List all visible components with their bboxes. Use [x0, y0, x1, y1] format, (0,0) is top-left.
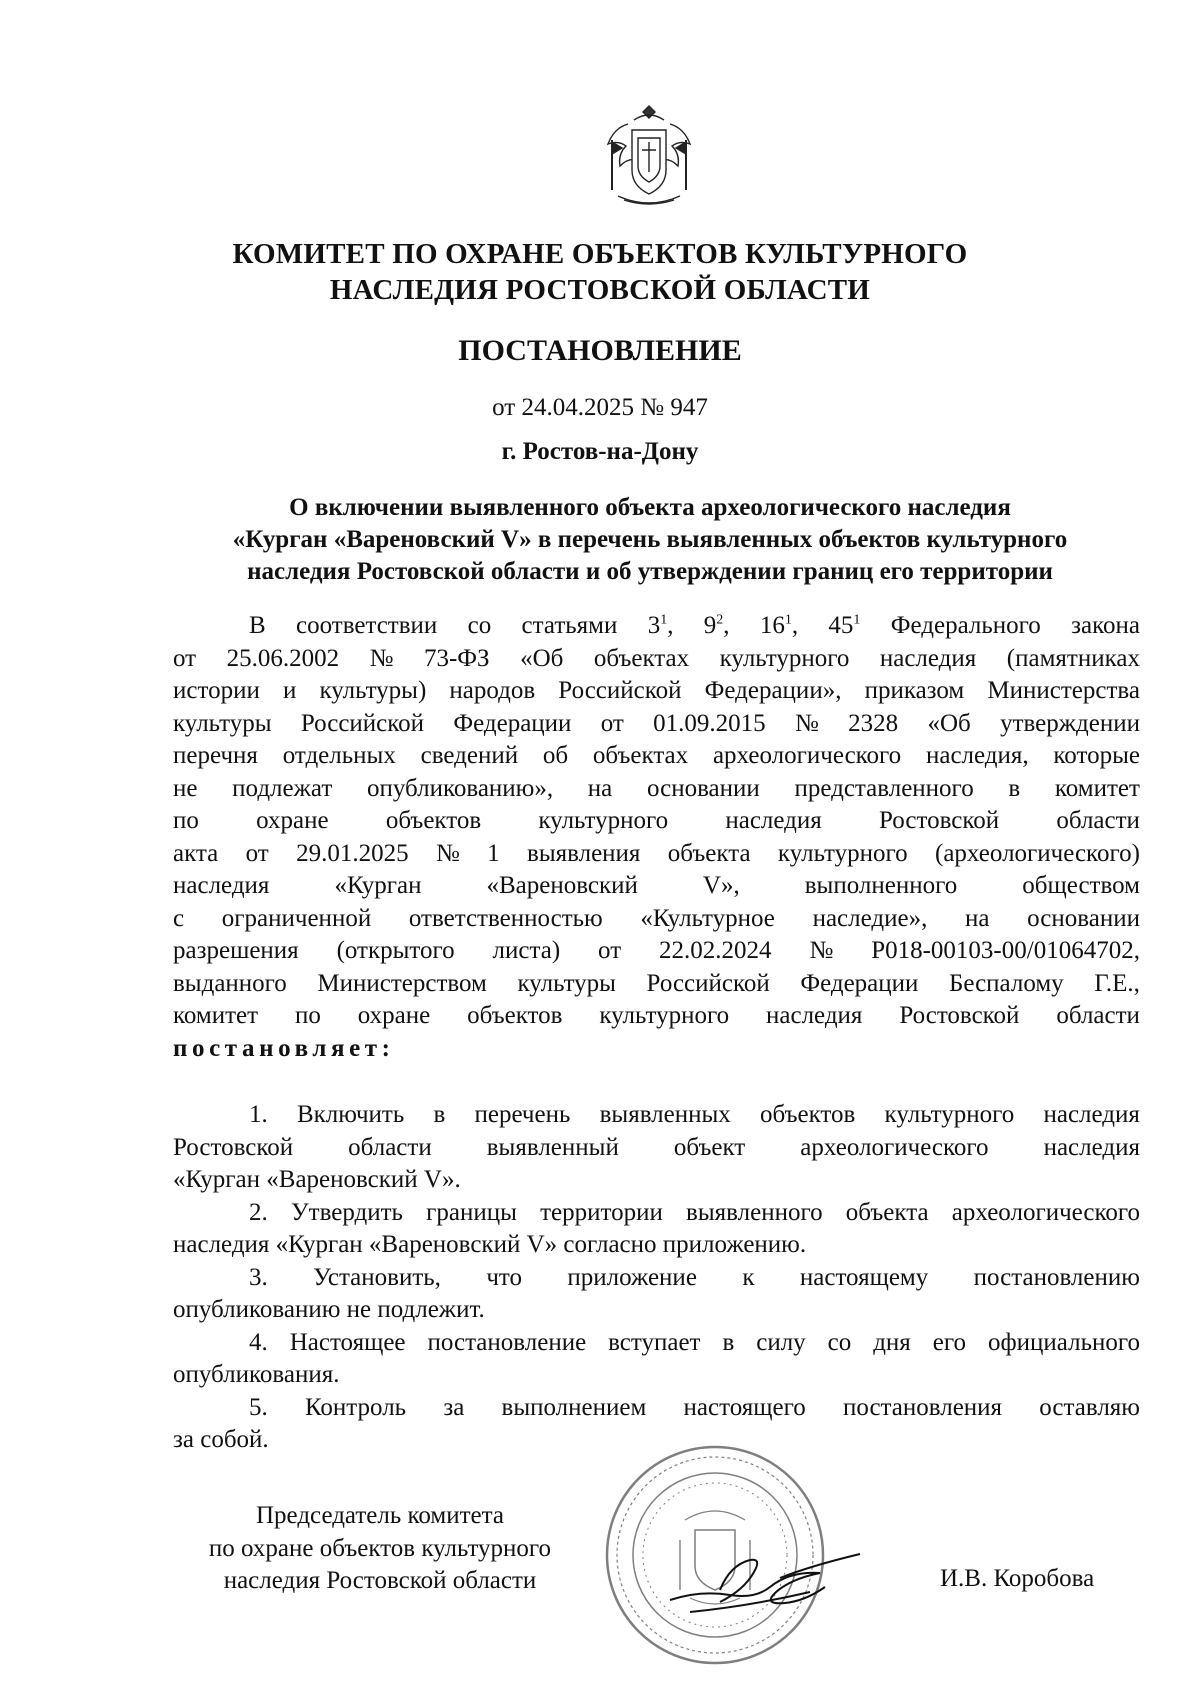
word: Р018-00103-00/01064702, [871, 937, 1140, 964]
item-line [173, 1164, 1140, 1197]
word: обществом [1022, 872, 1140, 899]
article-superscript: 1 [784, 612, 792, 628]
position-line: по охране объектов культурного [208, 1534, 552, 1562]
word: что [486, 1263, 522, 1291]
word: закона [1071, 612, 1140, 639]
word: от [173, 644, 197, 672]
word: выявления [527, 839, 641, 867]
word: со [827, 1328, 852, 1356]
preamble-line [173, 740, 1140, 773]
word: на [965, 904, 990, 932]
preamble-line [173, 1000, 1140, 1033]
word: по [173, 807, 199, 834]
word: истории [173, 677, 260, 704]
preamble [173, 610, 1140, 1065]
word: выявленных [599, 1101, 731, 1128]
word: культурного [538, 807, 669, 834]
word: листа) [492, 937, 561, 964]
word: Утвердить [290, 1198, 403, 1226]
word: наследие», [812, 904, 928, 932]
comma: , [723, 612, 730, 639]
word: к [742, 1263, 755, 1291]
word: ограниченной [221, 904, 372, 932]
word: V», [702, 872, 740, 899]
preamble-line [173, 773, 1140, 806]
word: выданного [173, 969, 287, 997]
word: отдельных [282, 742, 396, 769]
word: официального [987, 1328, 1140, 1356]
preamble-line [173, 870, 1140, 903]
word: В [249, 612, 266, 639]
position-line: Председатель комитета [256, 1502, 504, 1529]
word: комитет [1054, 774, 1140, 802]
resolves-word: постановляет: [173, 1034, 395, 1062]
word: постановления [842, 1393, 1003, 1421]
word: перечня [173, 742, 258, 769]
comma: , [667, 612, 674, 639]
word: 25.06.2002 [226, 644, 340, 672]
article-superscript: 1 [853, 612, 861, 628]
word: подлежат [232, 774, 333, 802]
word: 3. [249, 1263, 268, 1291]
word: Федерального [890, 612, 1041, 639]
word: «Культурное [640, 904, 775, 932]
article-ref [648, 610, 674, 643]
word: 2. [249, 1198, 268, 1226]
word: постановление [427, 1328, 587, 1356]
subject-line: «Курган «Вареновский V» в перечень выявленных объектов культурного [232, 526, 1068, 553]
word: с [173, 904, 185, 932]
preamble-line [173, 903, 1140, 936]
word: настоящего [683, 1393, 806, 1421]
word: в [1008, 774, 1021, 802]
word: наследия [1043, 1133, 1140, 1161]
word: «Курган [334, 872, 422, 899]
article-number: 3 [647, 612, 661, 639]
word: статьями [521, 612, 618, 639]
word: по [294, 1002, 321, 1029]
article-superscript: 1 [660, 612, 668, 628]
preamble-line [173, 805, 1140, 838]
word: 73-ФЗ [423, 644, 490, 672]
word: Федерации [453, 709, 572, 737]
word: области [1056, 1002, 1140, 1029]
word: соответствии [296, 612, 438, 639]
preamble-line [173, 838, 1140, 871]
preamble-line [173, 675, 1140, 708]
word: 01.09.2015 [653, 709, 766, 737]
word: области [348, 1133, 432, 1161]
word: сведений [420, 742, 519, 769]
subject-line: О включении выявленного объекта археологического наследия [289, 494, 1011, 521]
word: акта [173, 839, 219, 867]
word: опубликованию», [366, 774, 554, 802]
word: объекта [667, 839, 751, 867]
word: «Вареновский [486, 872, 638, 899]
article-number: 16 [759, 612, 785, 639]
word: «Об [520, 644, 564, 672]
word: наследия [173, 872, 270, 899]
word: наследия [1043, 1101, 1140, 1128]
word: объектов [760, 1101, 856, 1128]
word: объектах [593, 644, 690, 672]
word: 2328 [848, 709, 899, 737]
resolution-item [173, 1262, 1140, 1327]
word: не [173, 774, 198, 802]
word: Настоящее [289, 1328, 406, 1356]
subject-line: наследия Ростовской области и об утверждении границ его территории [247, 558, 1053, 585]
word: наследия [879, 644, 977, 672]
item-line [173, 1099, 1140, 1132]
word: 1 [487, 839, 500, 867]
word: 22.02.2024 [659, 937, 772, 964]
article-number: 45 [828, 612, 854, 639]
preamble-line [173, 643, 1140, 676]
item-line [173, 1294, 1140, 1327]
word: Министерства [987, 677, 1140, 704]
article-ref [828, 610, 860, 643]
word: и [282, 677, 297, 704]
item-line [173, 1327, 1140, 1360]
comma: , [791, 612, 799, 639]
word: Российской [646, 969, 770, 997]
item-last-text: «Курган «Вареновский V». [173, 1166, 461, 1193]
word: области [1056, 807, 1140, 834]
word: разрешения [173, 937, 299, 964]
word: объекта [845, 1198, 929, 1226]
position-line: наследия Ростовской области [223, 1567, 537, 1594]
word: комитет [173, 1002, 259, 1029]
word: (археологического) [935, 839, 1140, 867]
word: № [809, 937, 834, 964]
item-last-text: наследия «Курган «Вареновский V» согласно приложению. [173, 1231, 807, 1258]
word: № [794, 709, 819, 737]
resolution-item [173, 1099, 1140, 1197]
word: выявленный [486, 1133, 619, 1161]
word: Федерации [800, 969, 919, 997]
item-line [173, 1229, 1140, 1262]
word: вступает [608, 1328, 701, 1356]
word: в [722, 1328, 735, 1356]
word: Установить, [313, 1263, 441, 1291]
item-last-text: за собой. [173, 1426, 269, 1453]
word: № [369, 644, 394, 672]
article-ref [760, 610, 798, 643]
word: территории [540, 1198, 663, 1226]
word: наследия, [925, 742, 1029, 769]
word: Ростовской [173, 1133, 294, 1161]
word: культурного [719, 644, 850, 672]
word: (открытого [336, 937, 455, 964]
word: Включить [296, 1101, 405, 1128]
org-title-line-2: НАСЛЕДИЯ РОСТОВСКОЙ ОБЛАСТИ [329, 274, 871, 306]
word: культуры [517, 969, 616, 997]
word: 1. [249, 1101, 268, 1128]
word: № [435, 839, 460, 867]
item-line [173, 1262, 1140, 1295]
word: постановлению [973, 1263, 1140, 1291]
item-last-text: опубликованию не подлежит. [173, 1296, 485, 1323]
word: Контроль [304, 1393, 407, 1421]
word: ответственностью [408, 904, 603, 932]
word: перечень [474, 1101, 571, 1128]
word: за [443, 1393, 465, 1421]
word: объектов [385, 807, 482, 834]
word: представленного [794, 774, 974, 802]
handwritten-signature-icon [660, 1530, 880, 1640]
word: культурного [599, 1002, 730, 1029]
item-line [173, 1359, 1140, 1392]
coat-of-arms-icon [598, 100, 700, 212]
word: приказом [864, 677, 965, 704]
preamble-line [173, 935, 1140, 968]
word: объектах [592, 742, 689, 769]
word: Российской [300, 709, 425, 737]
word: 4. [249, 1328, 268, 1356]
word: Министерством [317, 969, 487, 997]
word: Ростовской [899, 1002, 1020, 1029]
preamble-lines [173, 643, 1140, 1033]
word: дня [873, 1328, 911, 1356]
word: выявленного [686, 1198, 823, 1226]
word: культуры) [319, 677, 427, 704]
word: наследия [766, 1002, 863, 1029]
word: от [245, 839, 269, 867]
word: в [433, 1101, 446, 1128]
resolution-items [173, 1099, 1140, 1457]
preamble-line [173, 610, 1140, 643]
word: выполненного [804, 872, 958, 899]
resolution-item [173, 1197, 1140, 1262]
word: объект [673, 1133, 746, 1161]
item-last-text: опубликования. [173, 1361, 340, 1388]
document-type: ПОСТАНОВЛЕНИЕ [458, 334, 742, 367]
word: культуры [173, 709, 272, 737]
article-ref [704, 610, 730, 643]
word: Ростовской [879, 807, 1000, 834]
word: археологического [800, 1133, 989, 1161]
document-date-number: от 24.04.2025 № 947 [492, 394, 708, 421]
word: выполнением [501, 1393, 647, 1421]
word: основании [1027, 904, 1140, 932]
word: Российской [558, 677, 682, 704]
word: «Об [927, 709, 971, 737]
preamble-line [173, 708, 1140, 741]
word: на [587, 774, 613, 802]
preamble-line [173, 968, 1140, 1001]
word: от [598, 937, 622, 964]
document-city: г. Ростов-на-Дону [501, 438, 699, 465]
word: (памятниках [1006, 644, 1140, 672]
word: наследия [725, 807, 822, 834]
item-line [173, 1132, 1140, 1165]
word: охране [256, 807, 329, 834]
word: Г.Е., [1094, 969, 1140, 997]
word: культурного [884, 1101, 1015, 1128]
word: 5. [249, 1393, 268, 1421]
word: культурного [777, 839, 908, 867]
signatory-position [170, 1500, 590, 1598]
document-subject [170, 492, 1130, 588]
word: настоящему [799, 1263, 929, 1291]
word: которые [1053, 742, 1140, 769]
word: оставляю [1039, 1393, 1140, 1421]
item-line [173, 1392, 1140, 1425]
word: основании [646, 774, 760, 802]
word: археологического [712, 742, 902, 769]
word: приложение [567, 1263, 697, 1291]
signatory-name: И.В. Коробова [940, 1565, 1095, 1592]
article-superscript: 2 [716, 612, 724, 628]
word: от [600, 709, 624, 737]
org-title-line-1: КОМИТЕТ ПО ОХРАНЕ ОБЪЕКТОВ КУЛЬТУРНОГО [232, 238, 968, 270]
preamble-line [173, 1033, 1140, 1066]
article-number: 9 [703, 612, 717, 639]
word: границы [426, 1198, 517, 1226]
word: 29.01.2025 [296, 839, 409, 867]
word: его [932, 1328, 966, 1356]
word: охране [357, 1002, 431, 1029]
word: Беспалому [949, 969, 1064, 997]
word: объектов [467, 1002, 563, 1029]
resolution-item [173, 1327, 1140, 1392]
word: народов [449, 677, 536, 704]
word: утверждении [1000, 709, 1140, 737]
word: археологического [951, 1198, 1140, 1226]
word: Федерации», [704, 677, 842, 704]
word: со [467, 612, 492, 639]
word: силу [756, 1328, 806, 1356]
item-line [173, 1197, 1140, 1230]
word: об [542, 742, 569, 769]
